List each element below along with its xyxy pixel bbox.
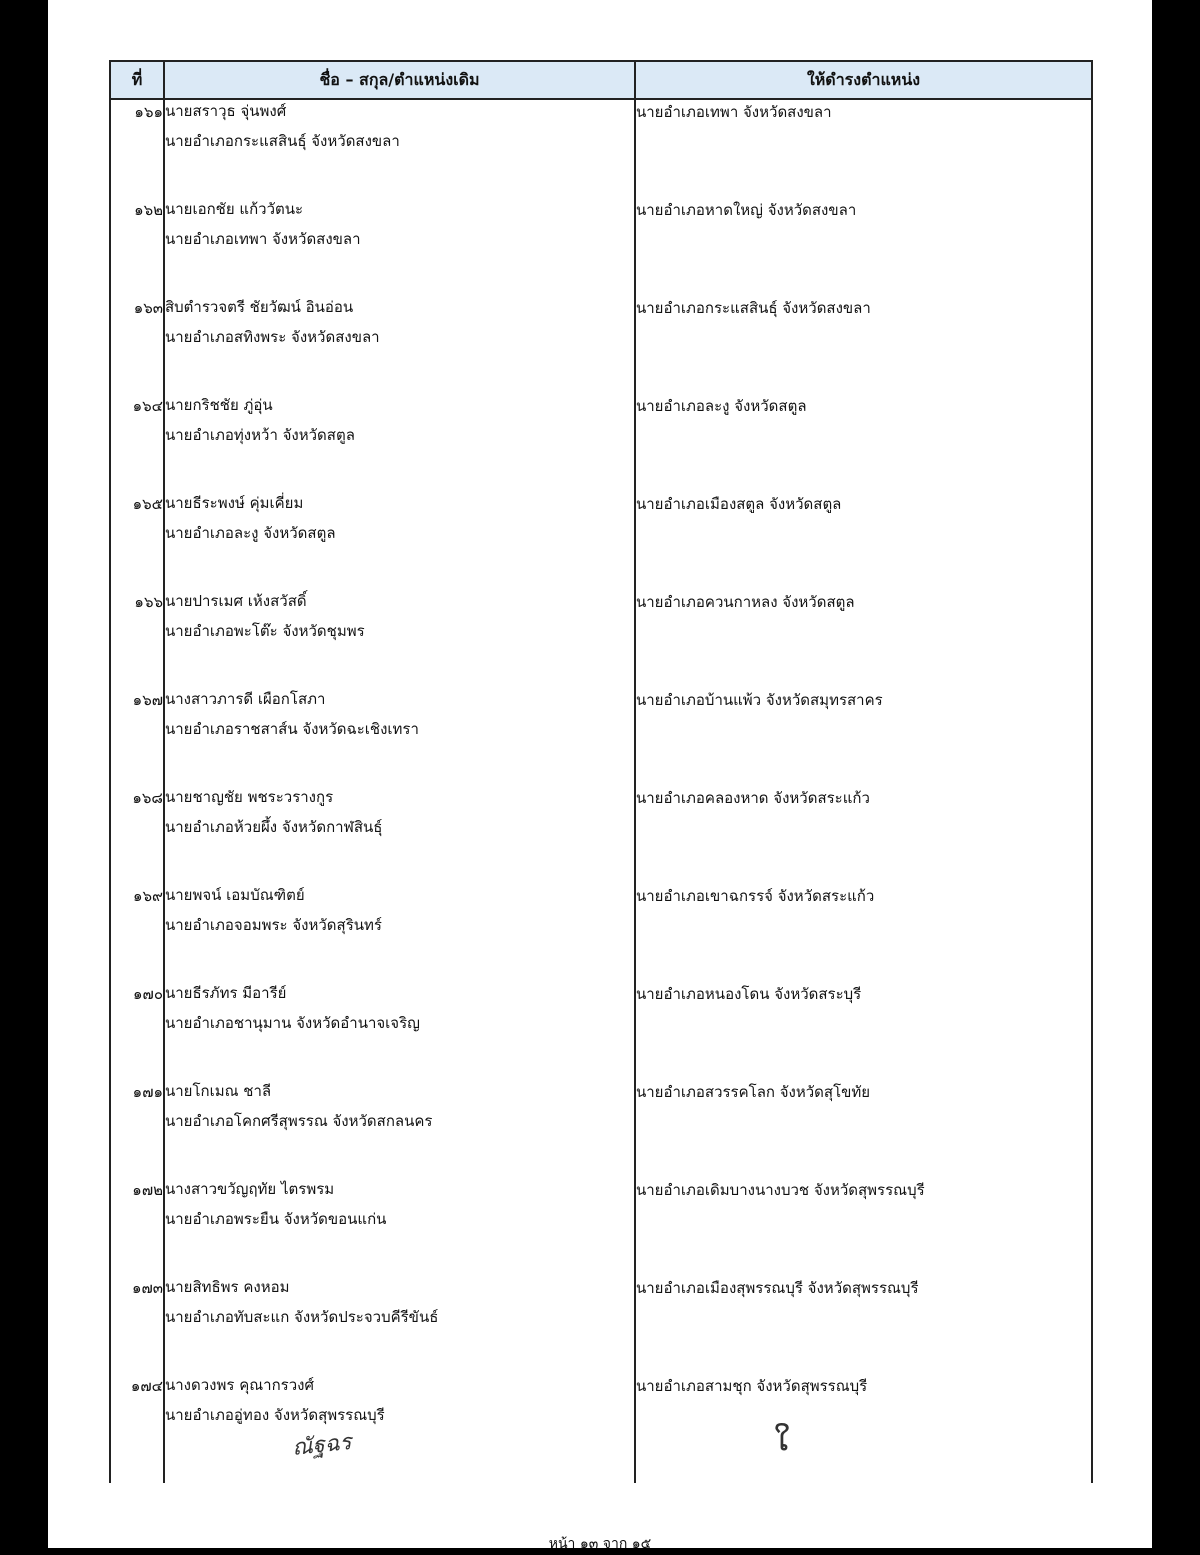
row-number: ๑๖๔ [110,394,164,492]
signature-left: ณัฐฉร [290,1429,353,1462]
person-name: นายเอกชัย แก้ววัตนะ [165,200,304,218]
row-number: ๑๖๕ [110,492,164,590]
new-position: นายอำเภอสามชุก จังหวัดสุพรรณบุรี [635,1374,1092,1483]
header-name-old-position: ชื่อ – สกุล/ตำแหน่งเดิม [164,61,635,99]
person-name: นายโกเมณ ชาลี [165,1082,272,1100]
row-number: ๑๗๒ [110,1178,164,1276]
old-position: นายอำเภอกระแสสินธุ์ จังหวัดสงขลา [165,132,400,150]
old-position: นายอำเภอละงู จังหวัดสตูล [165,524,336,542]
name-cell [164,492,635,590]
new-position: นายอำเภอเดิมบางนางบวช จังหวัดสุพรรณบุรี [635,1178,1092,1276]
person-name: นายสิทธิพร คงหอม [165,1278,290,1296]
person-name: นางสาวภารดี เผือกโสภา [165,690,326,708]
name-cell [164,1080,635,1178]
table-row [110,394,1092,492]
row-number: ๑๖๓ [110,296,164,394]
name-cell [164,590,635,688]
person-name: สิบตำรวจตรี ชัยวัฒน์ อินอ่อน [165,298,354,316]
appointment-table [109,60,1093,1483]
row-number: ๑๖๑ [110,99,164,198]
table-row [110,1276,1092,1374]
table-header-row [110,61,1092,99]
old-position: นายอำเภอราชสาส์น จังหวัดฉะเชิงเทรา [165,720,419,738]
row-number: ๑๖๖ [110,590,164,688]
new-position: นายอำเภอเขาฉกรรจ์ จังหวัดสระแก้ว [635,884,1092,982]
row-number: ๑๖๒ [110,198,164,296]
name-cell [164,198,635,296]
row-number: ๑๗๔ [110,1374,164,1483]
name-cell [164,1178,635,1276]
new-position: นายอำเภอคลองหาด จังหวัดสระแก้ว [635,786,1092,884]
name-cell [164,1276,635,1374]
new-position: นายอำเภอบ้านแพ้ว จังหวัดสมุทรสาคร [635,688,1092,786]
row-number: ๑๖๘ [110,786,164,884]
table-row [110,198,1092,296]
name-cell [164,99,635,198]
new-position: นายอำเภอควนกาหลง จังหวัดสตูล [635,590,1092,688]
new-position: นายอำเภอหนองโดน จังหวัดสระบุรี [635,982,1092,1080]
row-number: ๑๗๐ [110,982,164,1080]
table-row [110,982,1092,1080]
old-position: นายอำเภอจอมพระ จังหวัดสุรินทร์ [165,916,382,934]
table-row [110,1080,1092,1178]
new-position: นายอำเภอหาดใหญ่ จังหวัดสงขลา [635,198,1092,296]
person-name: นายธีรภัทร มีอารีย์ [165,984,287,1002]
table-row [110,1374,1092,1483]
person-name: นายพจน์ เอมบัณฑิตย์ [165,886,305,904]
table-row [110,590,1092,688]
table-row [110,99,1092,198]
old-position: นายอำเภอโคกศรีสุพรรณ จังหวัดสกลนคร [165,1112,433,1130]
person-name: นายชาญชัย พชระวรางกูร [165,788,334,806]
new-position: นายอำเภอเทพา จังหวัดสงขลา [635,99,1092,198]
old-position: นายอำเภอเทพา จังหวัดสงขลา [165,230,361,248]
name-cell [164,884,635,982]
name-cell [164,982,635,1080]
new-position: นายอำเภอละงู จังหวัดสตูล [635,394,1092,492]
row-number: ๑๗๓ [110,1276,164,1374]
name-cell [164,394,635,492]
document-page [48,0,1152,1552]
name-cell [164,688,635,786]
header-no: ที่ [110,61,164,99]
new-position: นายอำเภอสวรรคโลก จังหวัดสุโขทัย [635,1080,1092,1178]
signature-right: ໃ [774,1423,791,1458]
old-position: นายอำเภออู่ทอง จังหวัดสุพรรณบุรี [165,1406,385,1424]
table-row [110,786,1092,884]
row-number: ๑๗๑ [110,1080,164,1178]
new-position: นายอำเภอกระแสสินธุ์ จังหวัดสงขลา [635,296,1092,394]
table-row [110,296,1092,394]
header-new-position: ให้ดำรงตำแหน่ง [635,61,1092,99]
table-row [110,492,1092,590]
old-position: นายอำเภอพระยืน จังหวัดขอนแก่น [165,1210,387,1228]
person-name: นายปารเมศ เห้งสวัสดิ์ [165,592,307,610]
old-position: นายอำเภอพะโต๊ะ จังหวัดชุมพร [165,622,365,640]
person-name: นางดวงพร คุณากรวงศ์ [165,1376,314,1394]
page-number: หน้า ๑๓ จาก ๑๕ [548,1536,652,1552]
old-position: นายอำเภอสทิงพระ จังหวัดสงขลา [165,328,380,346]
table-row [110,688,1092,786]
name-cell [164,786,635,884]
row-number: ๑๖๙ [110,884,164,982]
new-position: นายอำเภอเมืองสตูล จังหวัดสตูล [635,492,1092,590]
table-row [110,1178,1092,1276]
name-cell [164,296,635,394]
person-name: นางสาวขวัญฤทัย ไตรพรม [165,1180,335,1198]
old-position: นายอำเภอชานุมาน จังหวัดอำนาจเจริญ [165,1014,420,1032]
person-name: นายกริชชัย ภู่อุ่น [165,396,273,414]
person-name: นายสราวุธ จุ่นพงศ์ [165,102,287,120]
old-position: นายอำเภอห้วยผึ้ง จังหวัดกาฬสินธุ์ [165,818,383,836]
name-cell [164,1374,635,1483]
new-position: นายอำเภอเมืองสุพรรณบุรี จังหวัดสุพรรณบุรี [635,1276,1092,1374]
old-position: นายอำเภอทับสะแก จังหวัดประจวบคีรีขันธ์ [165,1308,439,1326]
old-position: นายอำเภอทุ่งหว้า จังหวัดสตูล [165,426,355,444]
person-name: นายธีระพงษ์ คุ่มเคี่ยม [165,494,304,512]
row-number: ๑๖๗ [110,688,164,786]
table-row [110,884,1092,982]
